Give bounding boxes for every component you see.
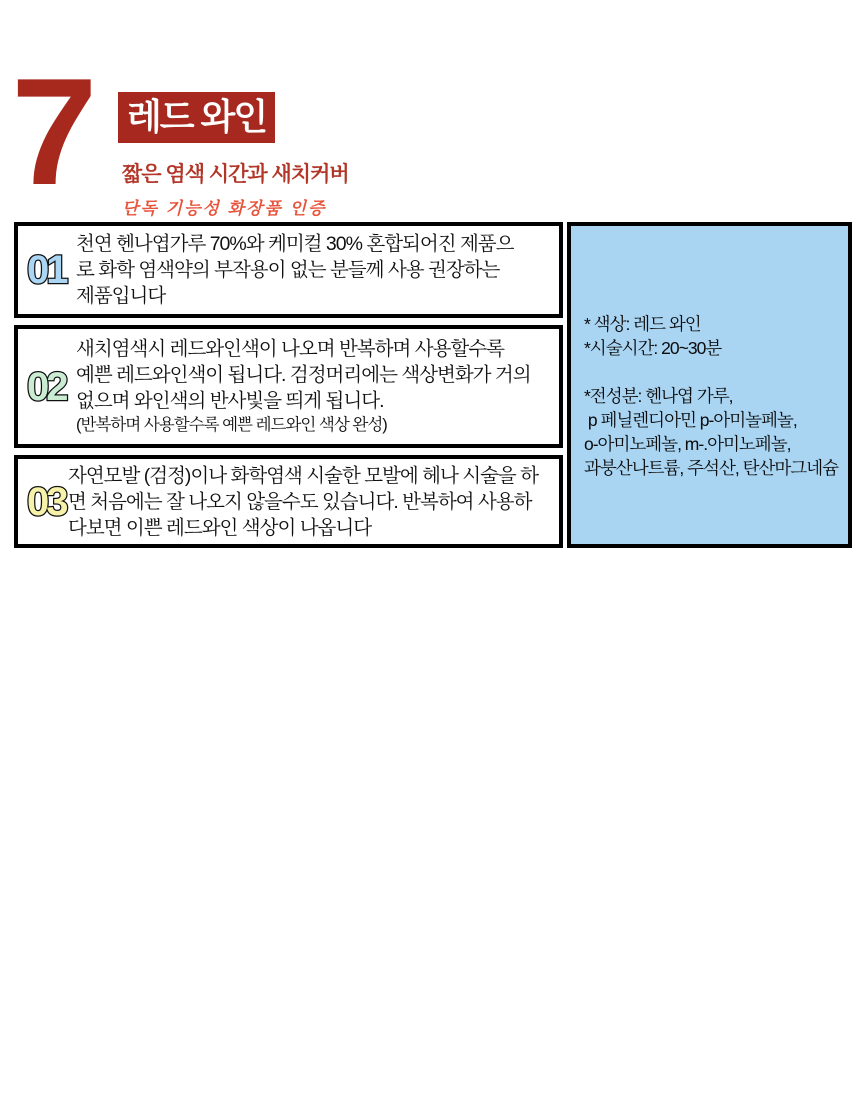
info-box-column [14,222,563,548]
note-line: (반복하며 사용할수록 예쁜 레드와인 색상 완성) [76,416,387,434]
panel-line-ingredients-3: o-아미노페놀, m-.아미노페놀, [584,434,791,454]
number-badge-03: 03 [27,479,66,524]
text-line: 다보면 이쁜 레드와인 색상이 나옵니다 [68,516,372,539]
panel-line-ingredients-4: 과붕산나트륨, 주석산, 탄산마그네슘 [584,458,839,478]
product-info-panel [567,222,852,548]
text-line: 새치염색시 레드와인색이 나오며 반복하며 사용할수록 [76,338,504,360]
panel-line-duration: *시술시간: 20~30분 [584,338,722,358]
info-box-02 [14,325,563,448]
text-line: 예쁜 레드와인색이 됩니다. 검정머리에는 색상변화가 거의 [76,364,531,386]
number-badge-02: 02 [27,364,66,409]
certification-note: 단독 기능성 화장품 인증 [122,199,327,218]
panel-line-blank [584,360,848,384]
panel-line-ingredients-2: p 페닐렌디아민 p-아미놀페놀, [584,410,797,430]
info-box-01 [14,222,563,318]
text-line: 천연 헨나엽가루 70%와 케미컬 30% 혼합되어진 제품으 [76,233,514,255]
text-line: 제품입니다 [76,285,166,307]
section-number: 7 [11,47,92,217]
text-line: 자연모발 (검정)이나 화학염색 시술한 모발에 헤나 시술을 하 [68,464,538,487]
header-text [118,92,349,219]
text-line: 없으며 와인색의 반사빛을 띄게 됩니다. [76,390,384,412]
text-line: 로 화학 염색약의 부작용이 없는 분들께 사용 권장하는 [76,259,500,281]
info-box-03 [14,455,563,548]
info-box-02-text [76,329,555,444]
subtitle: 짧은 염색 시간과 새치커버 [122,163,349,186]
title-banner: 레드 와인 [118,92,275,143]
panel-line-color: * 색상: 레드 와인 [584,314,701,334]
number-badge-01: 01 [27,248,66,292]
info-box-03-text [68,459,555,544]
text-line: 면 처음에는 잘 나오지 않을수도 있습니다. 반복하여 사용하 [68,490,532,513]
panel-line-ingredients-1: *전성분: 헨나엽 가루, [584,386,733,406]
info-box-01-text [76,226,555,314]
